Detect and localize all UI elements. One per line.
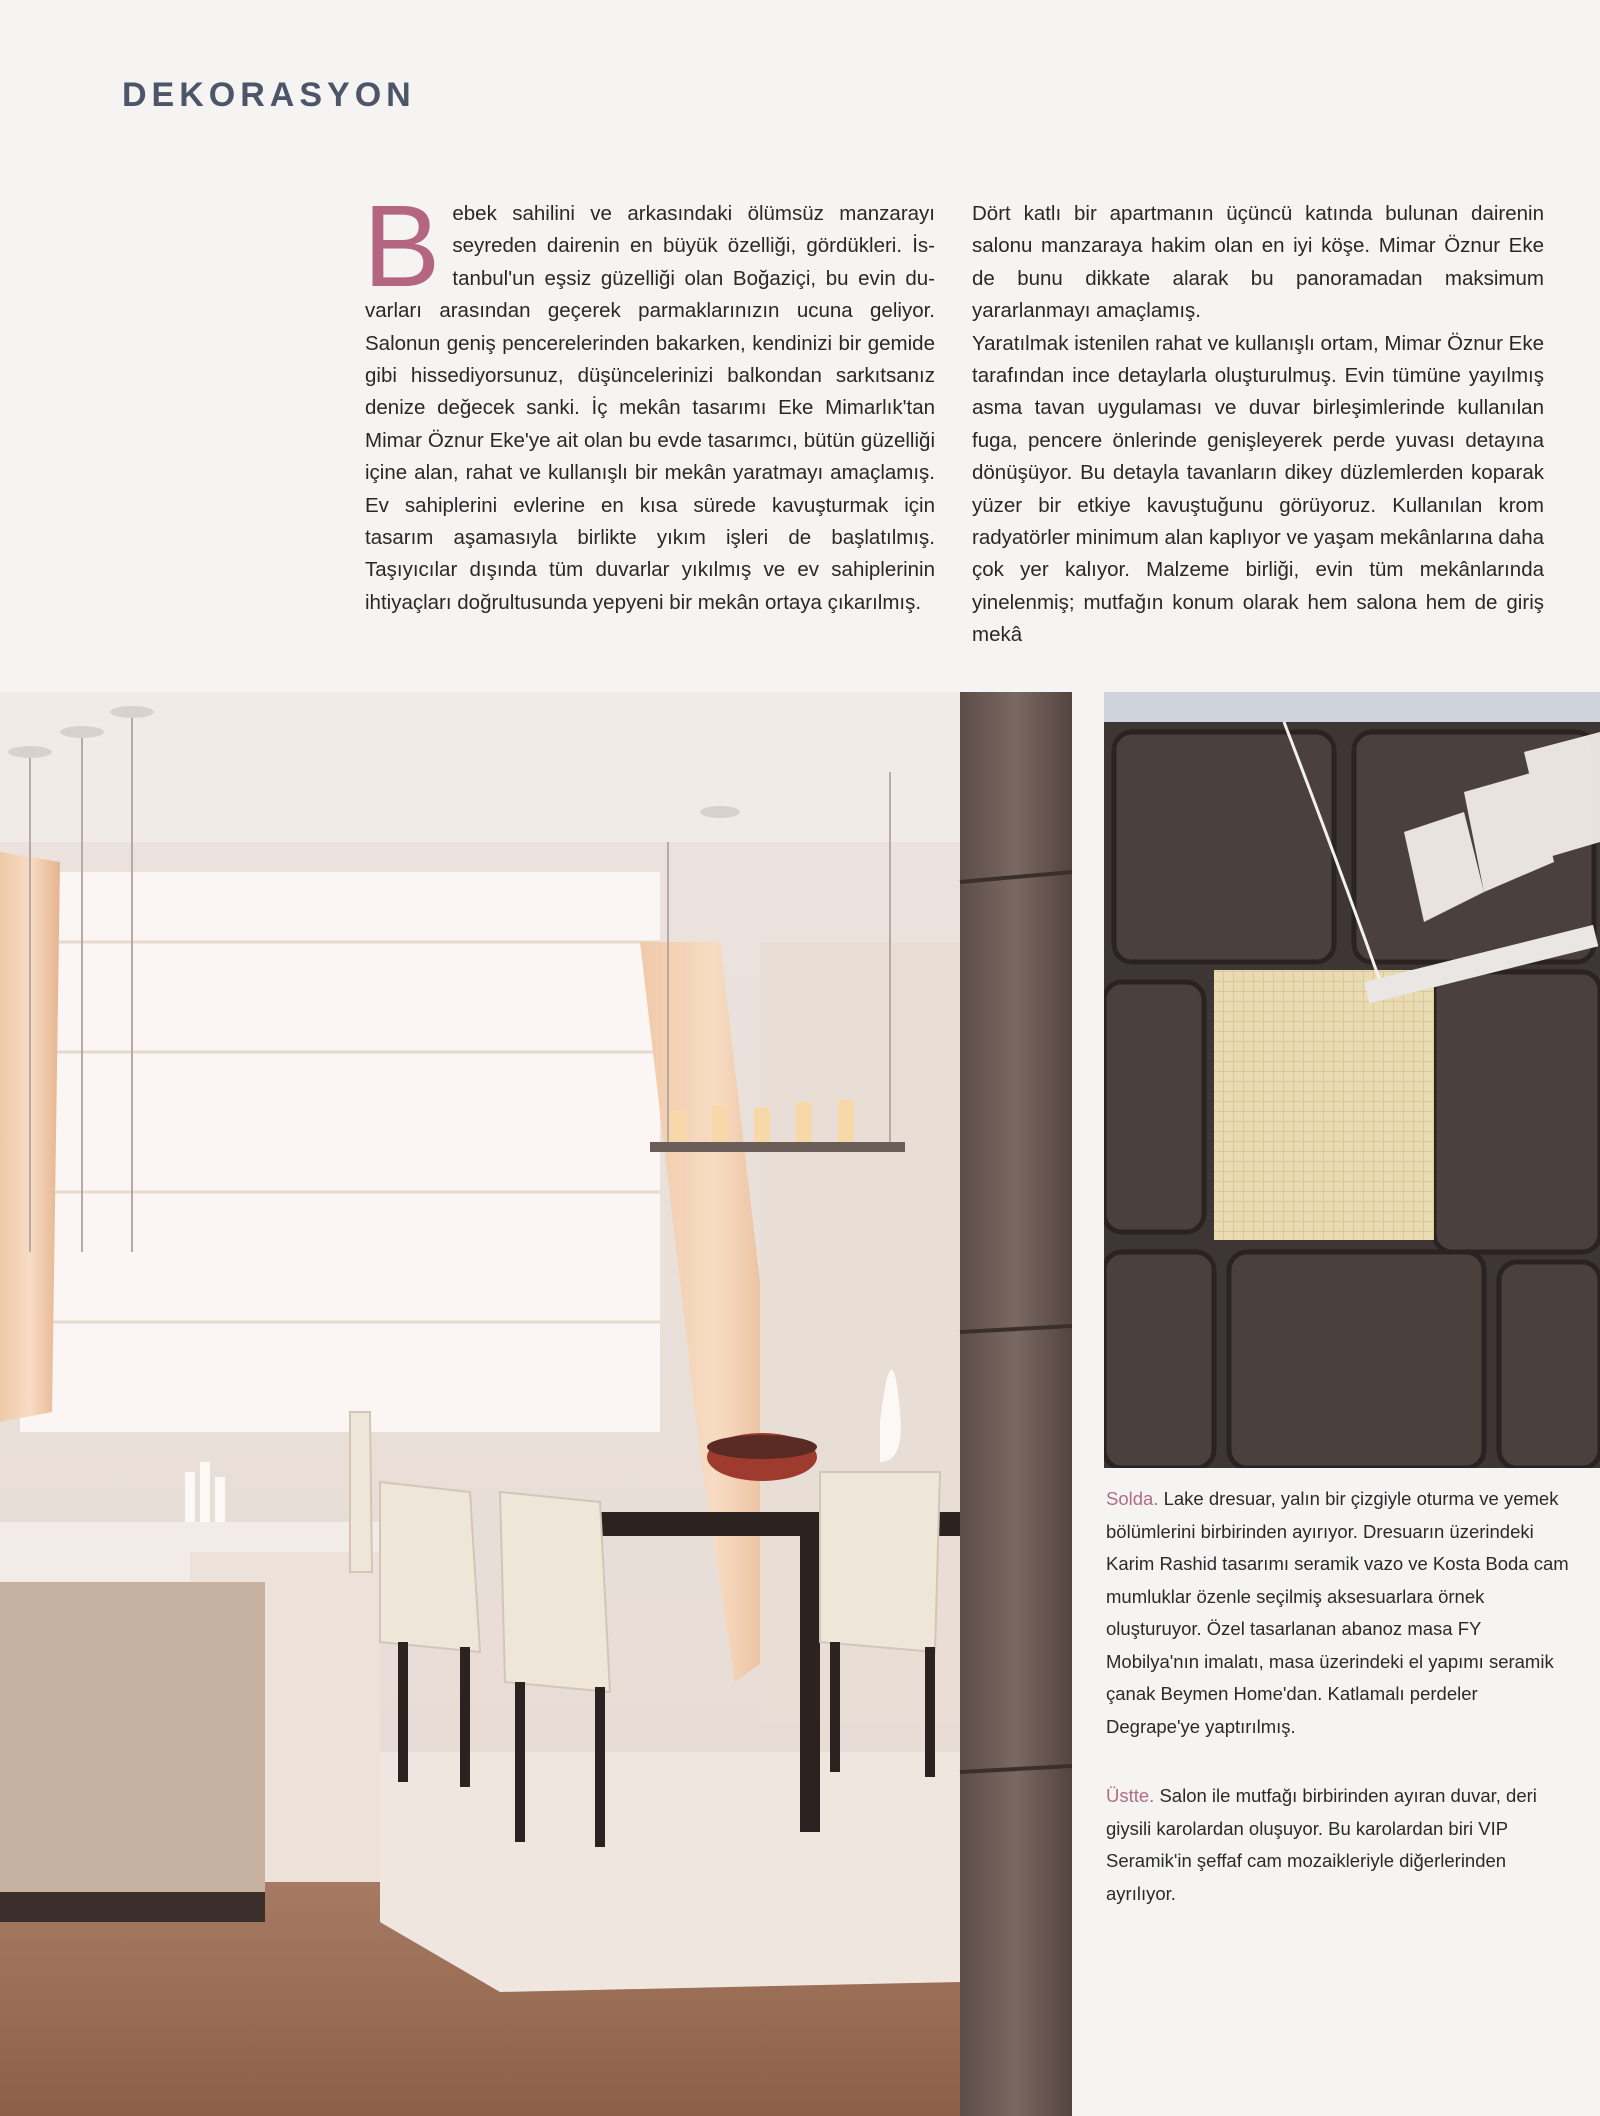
caption-left-text: Lake dresuar, yalın bir çizgiyle oturma ve yemek bölümlerini birbirinden ayırıyor. Dresuarın üzerindeki Karim Rashid tasarımı seramik vazo ve Kosta Boda cam mumluklar özenle seçilmiş aksesuarlara örnek oluşturuyor. Özel tasarlanan abanoz masa FY Mobilya'nın imalatı, masa üzerindeki el yapımı seramik çanak Beymen Home'dan. Katlamalı perdeler Degrape'ye yaptırılmış. <box>1106 1488 1569 1737</box>
caption-top <box>1106 1780 1576 1910</box>
article-paragraph-1: Dört katlı bir apartmanın üçüncü katında bulunan dairenin salonu manzaraya hakim olan en iyi köşe. Mimar Öznur Eke de bunu dikkate alarak bu panoramadan maksimum yararlanmayı amaçlamış. <box>972 202 1544 323</box>
caption-left-lead: Solda. <box>1106 1488 1159 1509</box>
leather-panel-photo <box>1104 692 1600 1468</box>
dining-room-illustration <box>0 692 1072 2116</box>
article-paragraph-2: Yaratılmak istenilen rahat ve kullanışlı ortam, Mimar Öznur Eke tarafından ince detaylarla oluşturulmuş. Evin tümüne yayılmış asma tavan uygulaması ve duvar birleşimlerinde kullanılan fuga, pencere önlerinde genişleyerek perde yuvası detayına dönüşüyor. Bu detayla tavanların dikey düzlemlerden koparak yüzer bir etkiye kavuştuğunu görüyoruz. Kullanılan krom radyatörler minimum alan kaplıyor ve yaşam mekânlarına daha çok yer kalıyor. Malzeme birliği, evin tüm mekânlarında yinelenmiş; mutfağın konum olarak hem salona hem de giriş mekâ <box>972 331 1544 647</box>
section-label: DEKORASYON <box>122 76 416 114</box>
article-column-right <box>972 198 1544 652</box>
article-column-left <box>363 181 935 619</box>
dining-room-photo <box>0 692 1072 2116</box>
article-intro <box>363 181 935 619</box>
caption-left <box>1106 1483 1576 1743</box>
leather-panel-illustration <box>1104 692 1600 1468</box>
caption-top-lead: Üstte. <box>1106 1785 1155 1806</box>
drop-cap: B <box>363 181 441 311</box>
caption-top-text: Salon ile mutfağı birbirinden ayıran duvar, deri giysili karolardan oluşuyor. Bu karolardan biri VIP Seramik'in şeffaf cam mozaikleriyle diğerlerinden ayrılıyor. <box>1106 1785 1537 1904</box>
intro-text: ebek sahilini ve arkasındaki ölümsüz manzarayı seyreden dairenin en büyük özelliği, gördükleri. İstanbul'un eşsiz güzelliği olan Boğaziçi, bu evin duvarları arasından geçerek parmaklarınızın ucuna geliyor. Salonun geniş pencerelerinden bakarken, kendinizi bir gemide gibi hissediyorsunuz, düşüncelerinizi balkondan sarkıtsanız denize değecek sanki. İç mekân tasarımı Eke Mimarlık'tan Mimar Öznur Eke'ye ait olan bu evde tasarımcı, bütün güzelliği içine alan, rahat ve kullanışlı bir mekân yaratmayı amaçlamış. Ev sahiplerini evlerine en kısa sürede kavuşturmak için tasarım aşamasıyla birlikte yıkım işleri de başlatılmış. Taşıyıcılar dışında tüm duvarlar yıkılmış ve ev sahiplerinin ihtiyaçları doğrultusunda yepyeni bir mekân ortaya çıkarılmış. <box>365 202 935 614</box>
